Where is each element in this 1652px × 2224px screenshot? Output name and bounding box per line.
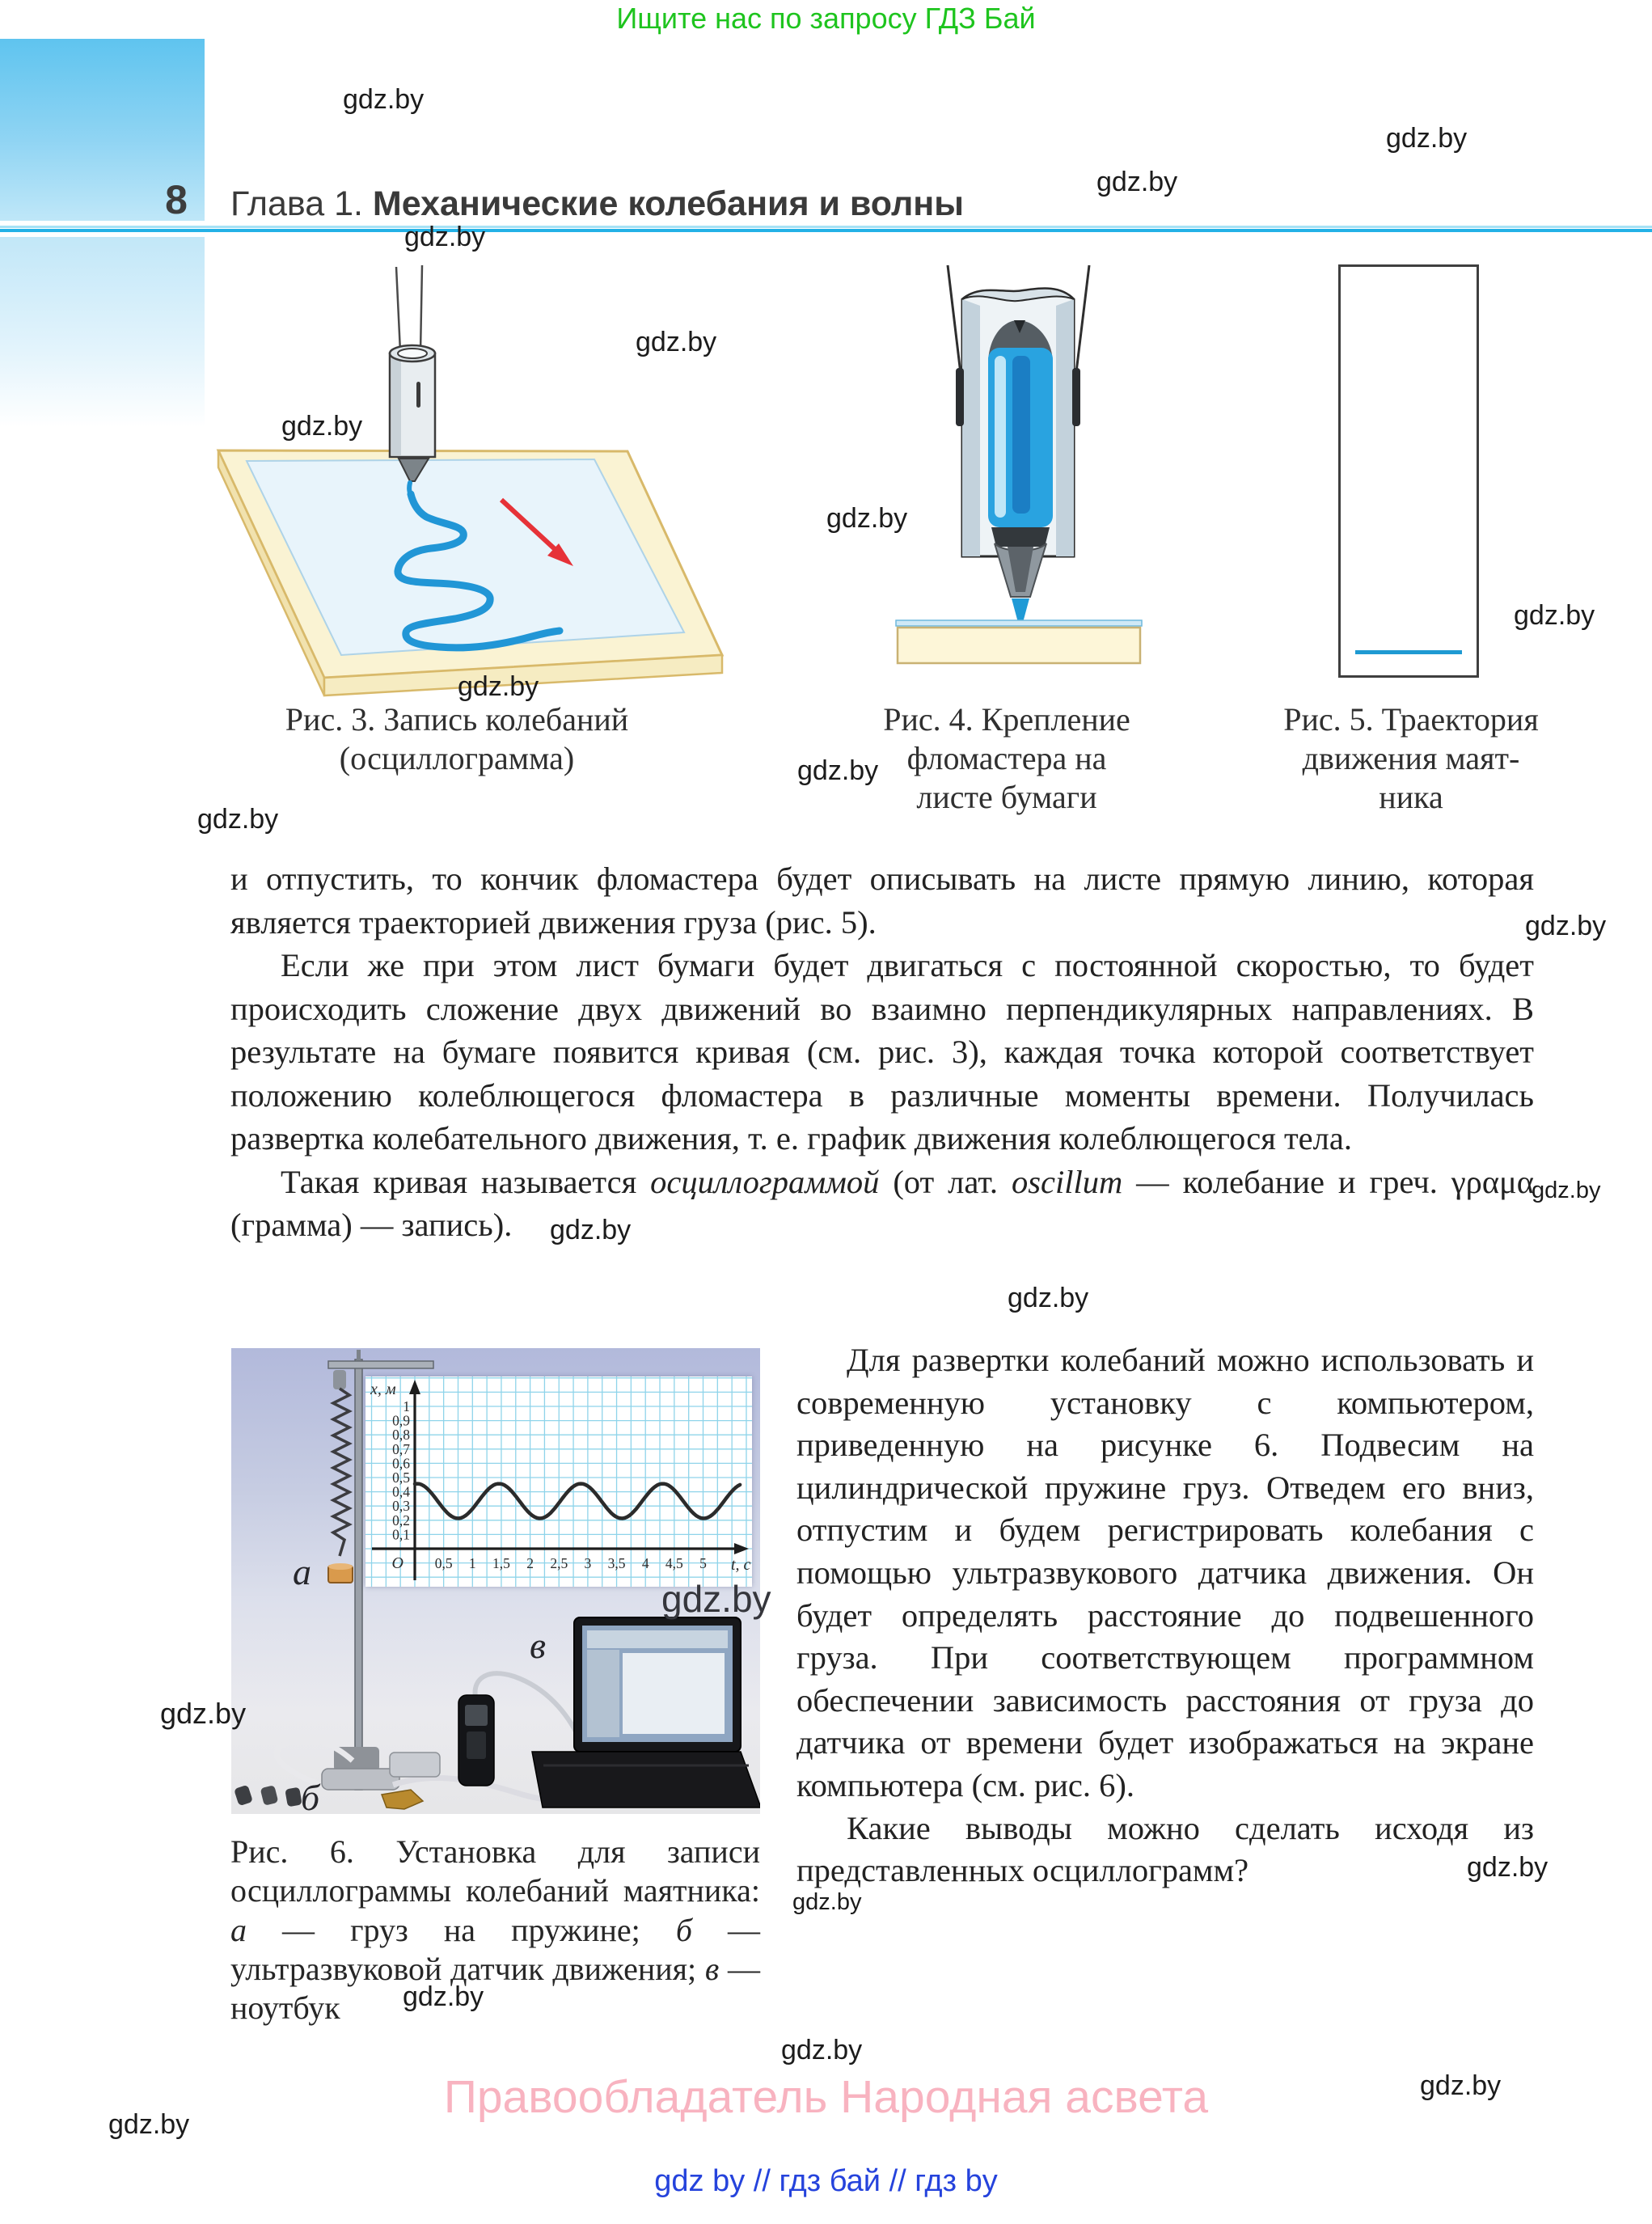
marker-top-opening xyxy=(398,349,427,358)
figure-4-caption-line3: листе бумаги xyxy=(916,779,1097,815)
marker-blue-tip xyxy=(1012,598,1029,624)
gdzby-watermark: gdz.by xyxy=(636,327,717,357)
string-left xyxy=(396,267,400,352)
gdzby-watermark: gdz.by xyxy=(403,1981,484,2012)
chapter-title: Механические колебания и волны xyxy=(372,184,964,223)
figure-4-caption xyxy=(857,700,1156,817)
svg-text:O: O xyxy=(391,1554,403,1572)
paragraph-1: и отпустить, то кончик фломастера будет описывать на листе прямую линию, которая является траекторией движения груза (рис. 5). xyxy=(230,860,1534,941)
gdzby-watermark: gdz.by xyxy=(1532,1178,1601,1203)
figure-3-caption-line1: Рис. 3. Запись колебаний xyxy=(285,701,629,738)
sensor-screen xyxy=(465,1705,488,1726)
svg-text:5: 5 xyxy=(699,1555,707,1571)
oscillogram-panel xyxy=(365,1376,752,1587)
gdzby-watermark: gdz.by xyxy=(108,2109,190,2140)
gdzby-watermark: gdz.by xyxy=(281,411,363,442)
svg-text:1: 1 xyxy=(468,1555,476,1571)
gdzby-watermark: gdz.by xyxy=(797,755,879,786)
figure-5-caption-line3: ника xyxy=(1379,779,1443,815)
holder-right-wall xyxy=(1056,299,1074,556)
holder-left-wall xyxy=(962,299,980,556)
trajectory-line xyxy=(1355,650,1462,654)
clamp-left xyxy=(956,368,964,426)
gdzby-watermark: gdz.by xyxy=(1096,167,1178,197)
figure-4-caption-line1: Рис. 4. Крепление xyxy=(883,701,1130,738)
string-right xyxy=(420,265,422,352)
right-column-text xyxy=(796,1339,1534,1892)
oscillogram-chart xyxy=(365,1376,752,1587)
marker-shoulder xyxy=(991,527,1050,547)
svg-text:0,6: 0,6 xyxy=(392,1455,410,1472)
string-right xyxy=(1076,265,1089,372)
page-number: 8 xyxy=(165,177,188,222)
column-paragraph-2: Какие выводы можно сделать исходя из представленных осциллограмм? xyxy=(796,1809,1534,1889)
gdzby-watermark: gdz.by xyxy=(343,84,425,115)
svg-text:0,8: 0,8 xyxy=(392,1427,410,1444)
svg-text:t, с: t, с xyxy=(731,1556,751,1574)
white-adapter xyxy=(390,1753,440,1777)
footer-links[interactable]: gdz by // гдз бай // гдз by xyxy=(654,2164,998,2198)
weight-top xyxy=(328,1563,353,1570)
paper-strip xyxy=(896,620,1142,626)
small-part-1 xyxy=(234,1785,253,1806)
gdzby-watermark: gdz.by xyxy=(792,1889,862,1915)
small-part-3 xyxy=(285,1787,302,1808)
laptop-keyboard xyxy=(532,1752,760,1808)
label-a: а xyxy=(293,1551,311,1592)
clamp-knob xyxy=(333,1370,346,1389)
gdzby-watermark: gdz.by xyxy=(1420,2070,1502,2101)
svg-text:4: 4 xyxy=(641,1555,649,1571)
oscillogram-curve xyxy=(415,1484,740,1519)
svg-text:0,2: 0,2 xyxy=(392,1512,410,1528)
chapter-prefix: Глава 1. xyxy=(230,184,373,223)
svg-text:х, м: х, м xyxy=(370,1380,396,1398)
marker-highlight xyxy=(995,356,1006,518)
screen-sidebar xyxy=(587,1650,619,1737)
figure-5-caption xyxy=(1261,700,1561,817)
figure-6-caption: Рис. 6. Установка для записи осциллограммы колебаний маятника: а — груз на пружине; б — ультразвуковой датчик движения; в — ноутбук xyxy=(230,1833,761,2027)
column-paragraph-1: Для развертки колебаний можно использовать и современную установку с компьютером, приведенную на рисунке 6. Подвесим на цилиндрической пружине груз. Отведем его вниз, отпустим и будем регистрировать колебания с помощью ультразвукового датчика движения. Он будет определять расстояние до подвешенного груза. При соответствующем программном обеспечении зависимость расстояния от груза до датчика от времени будет изображаться на экране компьютера (см. рис. 6). xyxy=(796,1342,1534,1803)
svg-text:3,5: 3,5 xyxy=(607,1555,626,1571)
clamp-bar xyxy=(328,1361,433,1368)
gdzby-watermark: gdz.by xyxy=(1386,123,1468,154)
small-part-2 xyxy=(260,1785,279,1806)
gdzby-watermark: gdz.by xyxy=(1514,600,1595,631)
label-b: б xyxy=(301,1777,320,1818)
paragraph-3: Такая кривая называется осциллограммой (от лат. oscillum — колебание и греч. γραμα (грамма) — запись). xyxy=(230,1163,1534,1243)
header-rule-dark xyxy=(0,229,1652,232)
figure-4-caption-line2: фломастера на xyxy=(906,740,1107,776)
gdzby-watermark: gdz.by xyxy=(1467,1852,1548,1883)
board-strip xyxy=(898,628,1140,663)
brass-connector xyxy=(382,1790,423,1809)
svg-text:0,4: 0,4 xyxy=(392,1483,410,1500)
main-text-block xyxy=(230,857,1534,1247)
screen-toolbar xyxy=(587,1630,728,1648)
figure-5-caption-line1: Рис. 5. Траектория xyxy=(1283,701,1539,738)
svg-text:0,1: 0,1 xyxy=(392,1526,410,1543)
gdzby-watermark: gdz.by xyxy=(404,222,486,252)
clamp-right xyxy=(1072,368,1080,426)
svg-text:1: 1 xyxy=(403,1398,410,1414)
svg-text:0,3: 0,3 xyxy=(392,1498,410,1515)
figure-4-illustration xyxy=(873,243,1181,679)
figure-5-trajectory-frame xyxy=(1338,264,1479,678)
svg-text:4,5: 4,5 xyxy=(665,1555,683,1571)
svg-text:0,9: 0,9 xyxy=(392,1412,410,1429)
stand-base xyxy=(322,1769,399,1790)
figure-3-caption-line2: (осциллограмма) xyxy=(339,740,575,776)
sensor-buttons xyxy=(467,1731,486,1759)
marker-core-stripe xyxy=(1012,356,1030,514)
svg-text:1,5: 1,5 xyxy=(492,1555,510,1571)
copyright-line: Правообладатель Народная асвета xyxy=(443,2071,1209,2123)
gdzby-watermark: gdz.by xyxy=(1525,911,1607,941)
promo-banner: Ищите нас по запросу ГДЗ Бай xyxy=(616,2,1036,35)
label-v: в xyxy=(530,1625,546,1666)
figure-4-marker-mount xyxy=(873,243,1181,679)
gdzby-watermark: gdz.by xyxy=(458,671,539,702)
stand-rod xyxy=(355,1359,362,1790)
chapter-header xyxy=(230,184,964,224)
svg-text:2: 2 xyxy=(526,1555,534,1571)
gdzby-watermark: gdz.by xyxy=(550,1215,632,1245)
spring xyxy=(333,1389,349,1556)
screen-document xyxy=(623,1653,725,1734)
figure-5-caption-line2: движения маят- xyxy=(1302,740,1520,776)
header-rule-light xyxy=(0,226,1652,228)
svg-text:0,7: 0,7 xyxy=(392,1440,410,1457)
figure-3-illustration xyxy=(198,255,748,712)
sidebar-gradient-panel xyxy=(0,237,205,427)
gdzby-watermark: gdz.by xyxy=(781,2035,863,2065)
marker-body-shade xyxy=(391,355,401,455)
svg-text:3: 3 xyxy=(584,1555,592,1571)
svg-text:0,5: 0,5 xyxy=(392,1469,410,1486)
svg-text:0,5: 0,5 xyxy=(434,1555,453,1571)
figure-3-oscillogram-drawing xyxy=(198,255,748,712)
gdzby-watermark: gdz.by xyxy=(1008,1283,1089,1313)
figure-3-caption xyxy=(230,700,683,778)
marker-tip-ink xyxy=(409,483,411,495)
string-left xyxy=(948,265,961,374)
gdzby-watermark: gdz.by xyxy=(160,1697,247,1730)
gdzby-watermark: gdz.by xyxy=(826,503,908,534)
svg-text:2,5: 2,5 xyxy=(550,1555,568,1571)
gdzby-watermark: gdz.by xyxy=(661,1578,771,1620)
paragraph-2: Если же при этом лист бумаги будет двигаться с постоянной скоростью, то будет происходить сложение двух движений во взаимно перпендикулярных направлениях. В результате на бумаге появится кривая (см. рис. 3), каждая точка которой соответствует положению колеблющегося фломастера в различные моменты времени. Получилась развертка колебательного движения, т. е. график движения колеблющегося тела. xyxy=(230,947,1534,1156)
gdzby-watermark: gdz.by xyxy=(197,804,279,835)
marker-slot xyxy=(416,382,420,408)
